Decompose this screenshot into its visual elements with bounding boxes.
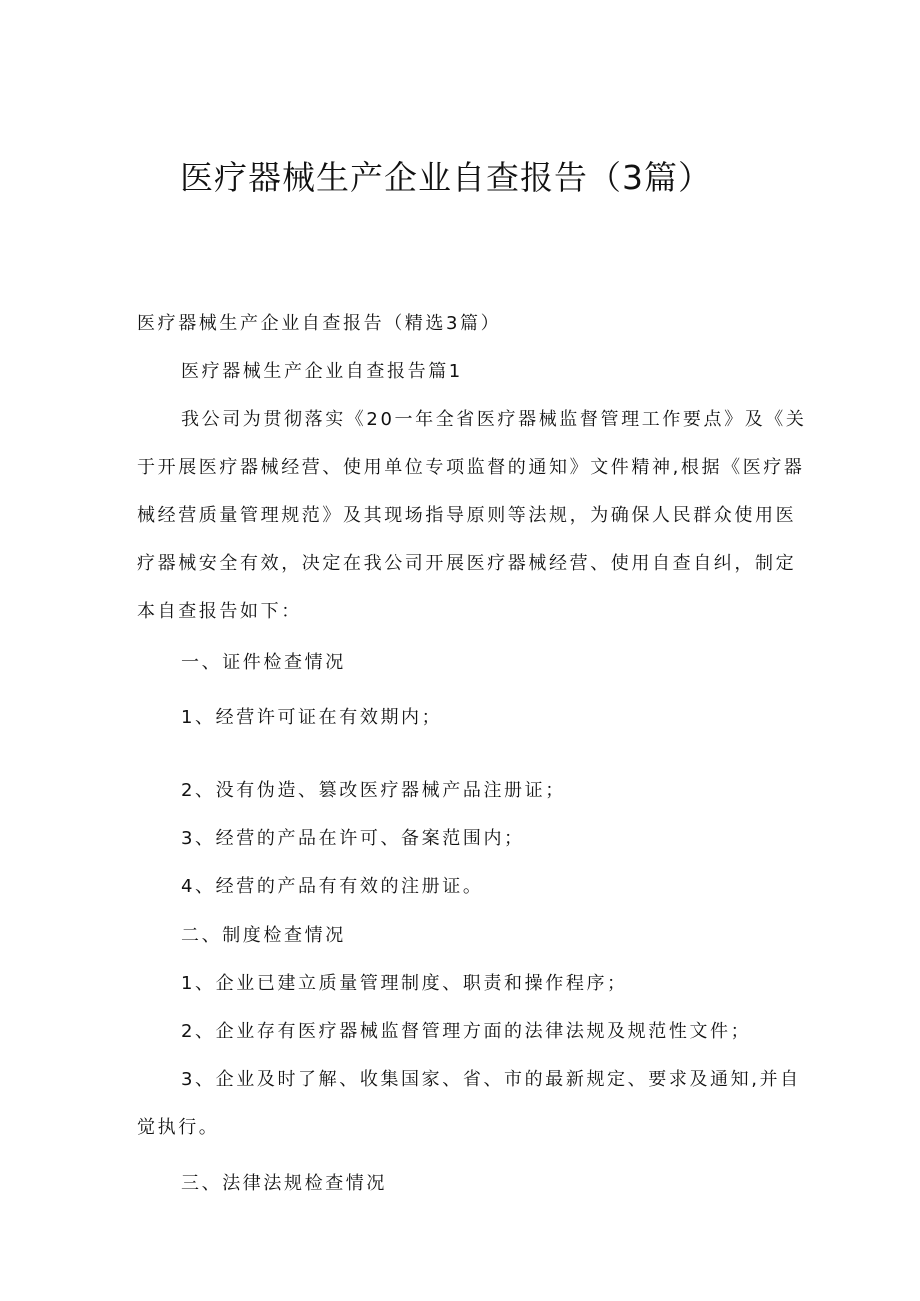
part2-item-2: 2、企业存有医疗器械监督管理方面的法律法规及规范性文件； <box>181 1021 752 1042</box>
intro-line-2: 于开展医疗器械经营、使用单位专项监督的通知》文件精神,根据《医疗器 <box>137 457 805 478</box>
part1-item-3: 3、经营的产品在许可、备案范围内； <box>181 828 525 849</box>
part1-item-4: 4、经营的产品有有效的注册证。 <box>181 876 484 897</box>
part1-item-2: 2、没有伪造、篡改医疗器械产品注册证； <box>181 780 566 801</box>
part2-item-1: 1、企业已建立质量管理制度、职责和操作程序； <box>181 973 628 994</box>
part2-item-3: 3、企业及时了解、收集国家、省、市的最新规定、要求及通知,并自 <box>181 1069 801 1090</box>
part2-item-3-continuation: 觉执行。 <box>137 1117 220 1138</box>
part3-heading: 三、法律法规检查情况 <box>181 1173 387 1194</box>
part1-heading: 一、证件检查情况 <box>181 652 346 673</box>
intro-line-1: 我公司为贯彻落实《20一年全省医疗器械监督管理工作要点》及《关 <box>181 409 807 430</box>
part1-item-1: 1、经营许可证在有效期内； <box>181 707 443 728</box>
intro-line-4: 疗器械安全有效，决定在我公司开展医疗器械经营、使用自查自纠，制定 <box>137 553 797 574</box>
document-subtitle: 医疗器械生产企业自查报告（精选3篇） <box>137 313 502 334</box>
section-heading: 医疗器械生产企业自查报告篇1 <box>181 361 463 382</box>
document-title: 医疗器械生产企业自查报告（3篇） <box>180 158 712 197</box>
intro-line-5: 本自查报告如下： <box>137 601 302 622</box>
intro-line-3: 械经营质量管理规范》及其现场指导原则等法规，为确保人民群众使用医 <box>137 505 797 526</box>
part2-heading: 二、制度检查情况 <box>181 925 346 946</box>
